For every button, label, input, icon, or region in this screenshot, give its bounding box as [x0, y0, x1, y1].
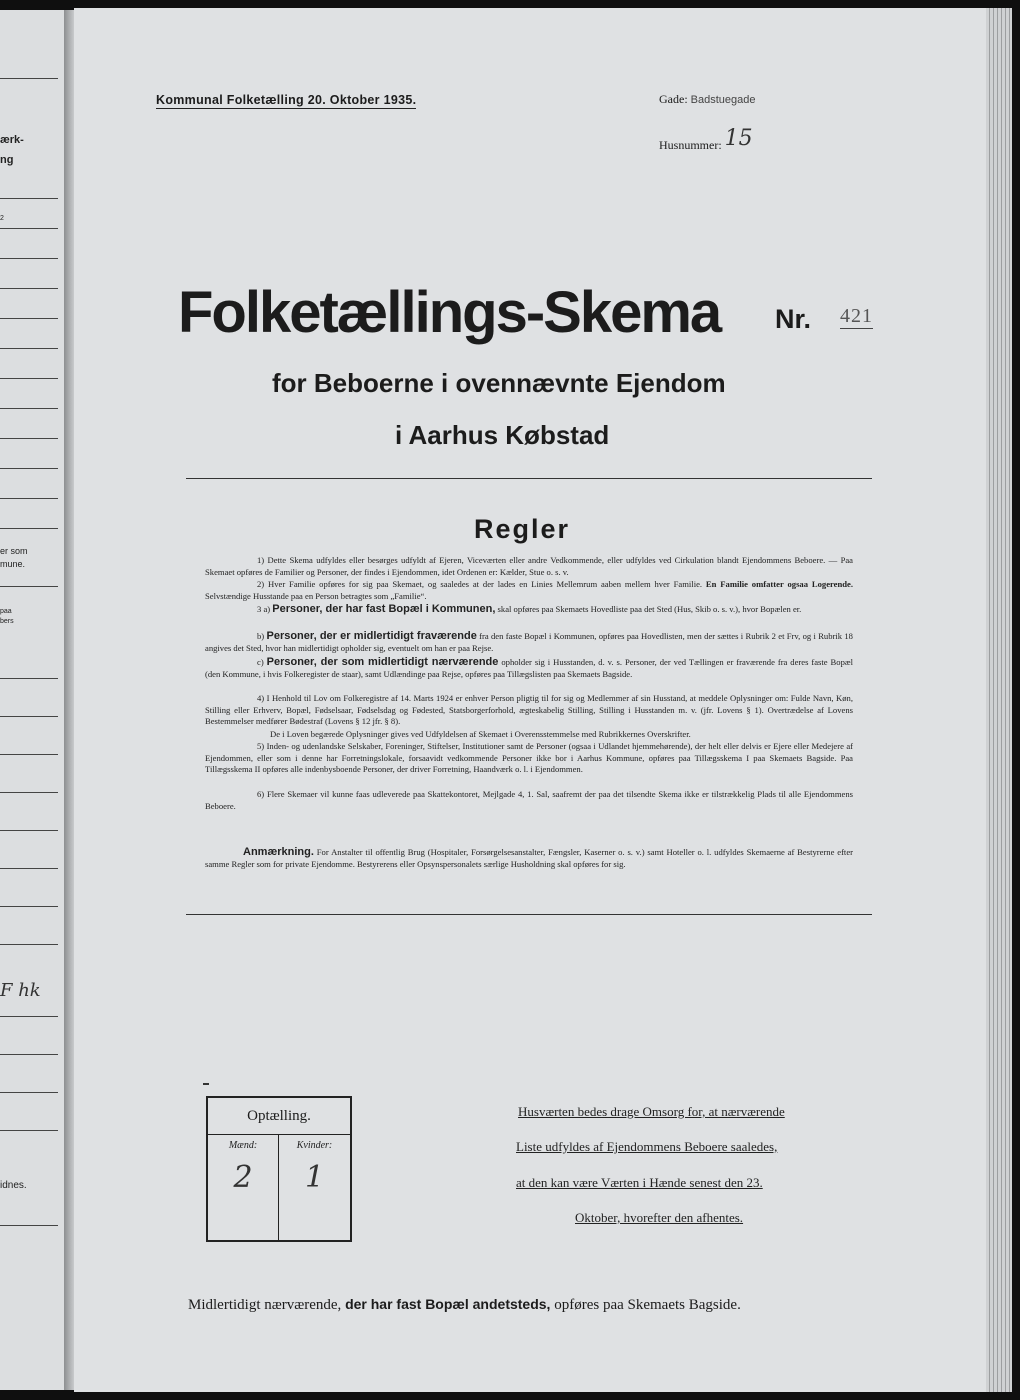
left-page-text: bers [0, 618, 14, 625]
rule-paragraph-6: 6) Flere Skemaer vil kunne faas udleverede paa Skattekontoret, Mejlgade 4, 1. Sal, saafremt der paa det tilsendte Skema ikke er tilstrækkelig Plads til alle Ejendommens Beboere. [205, 789, 853, 811]
remark-label: Anmærkning. [243, 846, 314, 858]
rule-paragraph-4b: De i Loven begærede Oplysninger gives ved Udfyldelsen af Skemaet i Overensstemmelse med Rubrikkernes Overskrifter. [270, 729, 691, 739]
women-label: Kvinder: [296, 1140, 333, 1151]
left-page-rule [0, 1016, 58, 1017]
left-page-rule [0, 348, 58, 349]
left-page-rule [0, 1054, 58, 1055]
footer-note [188, 1296, 741, 1314]
form-number-value: 421 [840, 305, 873, 327]
left-page-rule [0, 258, 58, 259]
left-page-rule [0, 1092, 58, 1093]
rule-bold-text: Personer, der har fast Bopæl i Kommunen, [272, 603, 496, 615]
left-page-text: ng [0, 154, 14, 166]
rule-text: 3 a) [257, 604, 271, 614]
left-page-rule [0, 830, 58, 831]
street-label: Gade: [659, 92, 688, 106]
count-box [206, 1096, 352, 1242]
left-page-fragment [0, 10, 64, 1390]
left-page-rule [0, 318, 58, 319]
divider [186, 914, 872, 915]
left-page-rule [0, 378, 58, 379]
rule-paragraph-5: 5) Inden- og udenlandske Selskaber, Foreninger, Stiftelser, Institutioner samt de Personer (ogsaa i Udlandet hjemmehørende), der helt eller delvis er Ejere eller Medejere af Ejendommen, eller som i denne har Forretningslokale, forsaavidt vedkommende Personer ikke bor i Aarhus Kommune, opføres paa Tillægsskema I paa Skemaets Bagside. Paa Tillægsskema II opføres alle indenbysboende Personer, der driver Forretning, Haandværk o. l. i Ejendommen. [205, 741, 853, 775]
divider [186, 478, 872, 479]
left-page-rule [0, 78, 58, 79]
rule-bold-text: En Familie omfatter ogsaa Logerende. [705, 579, 853, 589]
notice-line: Oktober, hvorefter den afhentes. [575, 1210, 744, 1225]
house-number-value: 15 [724, 126, 753, 151]
rule-text: c) [257, 657, 264, 667]
left-page-rule [0, 498, 58, 499]
house-number-field [659, 126, 753, 155]
men-label: Mænd: [228, 1140, 258, 1151]
rule-text: 2) Hver Familie opføres for sig paa Skemaet, og saaledes at der lades en Linies Mellemrum aaben mellem hver Familie. [257, 579, 703, 589]
left-page-handwriting: F hk [0, 980, 41, 1001]
rules-heading: Regler [474, 514, 571, 544]
form-number-label: Nr. [775, 304, 812, 334]
street-field [659, 92, 756, 107]
left-page-rule [0, 198, 58, 199]
rule-bold-text: Personer, der er midlertidigt fraværende [266, 630, 477, 642]
left-page-rule [0, 408, 58, 409]
notice-line: at den kan være Værten i Hænde senest den 23. [516, 1175, 763, 1190]
binding-gutter [64, 10, 74, 1390]
left-page-rule [0, 678, 58, 679]
footer-text: Midlertidigt nærværende, [188, 1297, 342, 1313]
remark-text: For Anstalter til offentlig Brug (Hospitaler, Forsørgelsesanstalter, Fængsler, Kaserner o. s. v.) samt Hoteller o. l. udfyldes Skemaerne af Bestyrerne efter samme Regler som for private Ejendomme. Bestyrerens eller Opsynspersonalets særlige Husholdning skal opføres for sig. [205, 847, 853, 869]
rule-paragraph-3b [205, 631, 853, 654]
rule-text: fra den faste Bopæl i Kommunen, opføres paa Hovedlisten, men der sættes i Rubrik 2 et Frv, og i Rubrik 18 angives det Sted, hvor han midlertidigt opholder sig, eventuelt om han er paa Rejse. [205, 631, 853, 653]
left-page-text: idnes. [0, 1180, 27, 1191]
notice-line: Liste udfyldes af Ejendommens Beboere saaledes, [516, 1139, 778, 1154]
left-page-text: paa [0, 608, 12, 615]
count-box-title: Optælling. [208, 1098, 350, 1135]
left-page-rule [0, 228, 58, 229]
left-page-rule [0, 438, 58, 439]
form-subtitle-city: i Aarhus Købstad [395, 420, 610, 450]
rule-text: b) [257, 631, 265, 641]
rule-paragraph-3c [205, 657, 853, 680]
left-page-rule [0, 944, 58, 945]
left-page-rule [0, 1130, 58, 1131]
left-page-rule [0, 868, 58, 869]
left-page-rule [0, 528, 58, 529]
form-subtitle: for Beboerne i ovennævnte Ejendom [272, 368, 726, 398]
page-stack-edge [986, 8, 1012, 1392]
rule-paragraph-1: 1) Dette Skema udfyldes eller besørges udfyldt af Ejeren, Viceværten eller andre Vedkommende, eller udfyldes ved Cirkulation blandt Ejendommens Beboere. — Paa Skemaet opføres de Familier og Personer, der findes i Ejendommen, idet Ordenen er: Kælder, Stue o. s. v. [205, 555, 853, 577]
left-page-text: mune. [0, 559, 26, 569]
footer-bold-text: der har fast Bopæl andetsteds, [345, 1296, 551, 1312]
ink-mark [203, 1083, 209, 1085]
rule-paragraph-4: 4) I Henhold til Lov om Folkeregistre af 14. Marts 1924 er enhver Person pligtig til for sig og Medlemmer af sin Husstand, at meddele Oplysninger om: Fulde Navn, Køn, Stilling eller Erhverv, Bopæl, Fødselsaar, Fødselsdag og Fødested, Statsborgerforhold, ægteskabelig Stilling, Stilling i Husstanden m. v. (jfr. Lovens § 1). Overtrædelse af Lovens Bestemmelser medfører Bødestraf (Lovens § 12 jfr. § 8). [205, 693, 853, 727]
women-count: 1 [304, 1160, 325, 1195]
left-page-rule [0, 716, 58, 717]
left-page-rule [0, 288, 58, 289]
left-page-rule [0, 468, 58, 469]
rule-paragraph-2 [205, 579, 853, 602]
left-page-text: ærk- [0, 134, 24, 146]
rule-text: opholder sig i Husstanden, d. v. s. Personer, der ved Tællingen er fraværende fra deres faste Bopæl (den Kommune, i hvis Folkeregister de staar), samt Udlændinge paa Rejse, opføres paa Tillægslisten paa Skemaets Bagside. [205, 657, 853, 679]
notice-line: Husværten bedes drage Omsorg for, at nærværende [518, 1104, 785, 1119]
rule-text: Selvstændige Husstande paa en Person betragtes som „Familie“. [205, 590, 427, 601]
left-page-rule [0, 1225, 58, 1226]
rule-bold-text: Personer, der som midlertidigt nærværende [266, 656, 499, 668]
left-page-text: er som [0, 546, 28, 556]
form-title: Folketællings-Skema [178, 280, 721, 345]
census-header-line: Kommunal Folketælling 20. Oktober 1935. [156, 93, 417, 107]
rule-text: skal opføres paa Skemaets Hovedliste paa det Sted (Hus, Skib o. s. v.), hvor Bopælen er. [497, 604, 802, 614]
footer-text: opføres paa Skemaets Bagside. [554, 1297, 741, 1313]
rule-paragraph-3a [205, 604, 853, 616]
men-count: 2 [233, 1160, 253, 1195]
house-number-label: Husnummer: [659, 138, 722, 152]
remark [205, 847, 853, 870]
left-page-rule [0, 754, 58, 755]
left-page-rule [0, 586, 58, 587]
left-page-text: 2 [0, 215, 4, 222]
left-page-rule [0, 792, 58, 793]
left-page-rule [0, 906, 58, 907]
street-value: Badstuegade [690, 94, 756, 106]
